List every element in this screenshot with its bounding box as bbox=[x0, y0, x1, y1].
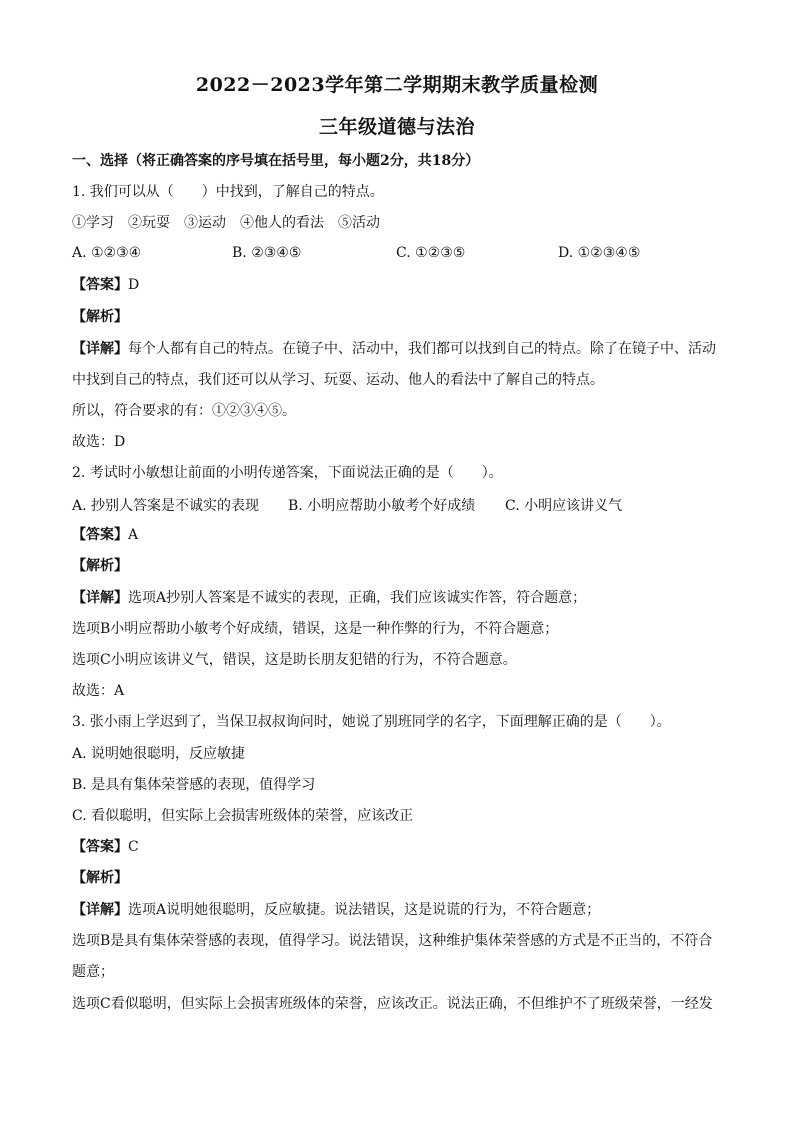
question-2-option-c: C. 小明应该讲义气 bbox=[505, 498, 623, 514]
question-2-answer bbox=[72, 526, 732, 544]
question-3-stem: 3. 张小雨上学迟到了，当保卫叔叔询问时，她说了别班同学的名字，下面理解正确的是（ ）。 bbox=[72, 714, 671, 730]
question-2-option-b: B. 小明应帮助小敏考个好成绩 bbox=[288, 498, 476, 514]
detail-text: 每个人都有自己的特点。在镜子中、活动中，我们都可以找到自己的特点。除了在镜子中、活动 bbox=[128, 341, 716, 357]
question-3-analysis-label: 【解析】 bbox=[72, 870, 128, 886]
question-2-choice: 故选：A bbox=[72, 683, 125, 699]
question-1-stem: 1. 我们可以从（ ）中找到，了解自己的特点。 bbox=[72, 184, 384, 200]
document-title: 2022－2023学年第二学期期末教学质量检测 bbox=[195, 74, 599, 96]
answer-value: A bbox=[128, 527, 139, 543]
detail-label: 【详解】 bbox=[72, 590, 128, 606]
question-1-detail-2: 中找到自己的特点，我们还可以从学习、玩耍、运动、他人的看法中了解自己的特点。 bbox=[72, 372, 604, 388]
question-1-detail-3: 所以，符合要求的有：①②③④⑤。 bbox=[72, 403, 296, 419]
question-1-choice: 故选：D bbox=[72, 434, 126, 450]
detail-text: 选项A说明她很聪明，反应敏捷。说法错误，这是说谎的行为，不符合题意； bbox=[128, 902, 601, 918]
answer-value: C bbox=[128, 839, 139, 855]
question-2-option-a: A. 抄别人答案是不诚实的表现 bbox=[72, 498, 260, 514]
question-2-detail-3: 选项C小明应该讲义气，错误，这是助长朋友犯错的行为，不符合题意。 bbox=[72, 652, 517, 668]
question-3-detail-3: 题意； bbox=[72, 964, 114, 980]
question-3-detail-2: 选项B是具有集体荣誉感的表现，值得学习。说法错误，这种维护集体荣誉感的方式是不正当的，不符合 bbox=[72, 933, 713, 949]
question-1-option-a: A. ①②③④ bbox=[72, 245, 142, 261]
question-3-option-c: C. 看似聪明，但实际上会损害班级体的荣誉，应该改正 bbox=[72, 808, 414, 824]
question-1-detail-1 bbox=[72, 340, 732, 358]
question-3-answer bbox=[72, 838, 732, 856]
answer-label: 【答案】 bbox=[72, 839, 128, 855]
detail-text: 选项A抄别人答案是不诚实的表现，正确，我们应该诚实作答，符合题意； bbox=[128, 590, 587, 606]
question-3-detail-1 bbox=[72, 901, 732, 919]
question-1-option-c: C. ①②③⑤ bbox=[396, 245, 466, 261]
question-1-analysis-label: 【解析】 bbox=[72, 309, 128, 325]
question-3-option-b: B. 是具有集体荣誉感的表现，值得学习 bbox=[72, 777, 316, 793]
question-1-answer bbox=[72, 276, 732, 294]
answer-label: 【答案】 bbox=[72, 527, 128, 543]
question-1-items: ①学习 ②玩耍 ③运动 ④他人的看法 ⑤活动 bbox=[72, 215, 380, 231]
section-heading: 一、选择（将正确答案的序号填在括号里，每小题2分，共18分） bbox=[72, 153, 480, 169]
question-2-analysis-label: 【解析】 bbox=[72, 558, 128, 574]
detail-label: 【详解】 bbox=[72, 341, 128, 357]
question-1-option-d: D. ①②③④⑤ bbox=[558, 245, 641, 261]
question-3-detail-4: 选项C看似聪明，但实际上会损害班级体的荣誉，应该改正。说法正确，不但维护不了班级荣誉，一经发 bbox=[72, 996, 713, 1012]
question-2-detail-1 bbox=[72, 589, 732, 607]
detail-label: 【详解】 bbox=[72, 902, 128, 918]
question-1-option-b: B. ②③④⑤ bbox=[232, 245, 302, 261]
question-2-stem: 2. 考试时小敏想让前面的小明传递答案，下面说法正确的是（ ）。 bbox=[72, 465, 503, 481]
answer-label: 【答案】 bbox=[72, 277, 128, 293]
question-2-detail-2: 选项B小明应帮助小敏考个好成绩，错误，这是一种作弊的行为，不符合题意； bbox=[72, 621, 559, 637]
answer-value: D bbox=[128, 277, 140, 293]
question-3-option-a: A. 说明她很聪明，反应敏捷 bbox=[72, 746, 246, 762]
document-subtitle: 三年级道德与法治 bbox=[318, 116, 475, 138]
